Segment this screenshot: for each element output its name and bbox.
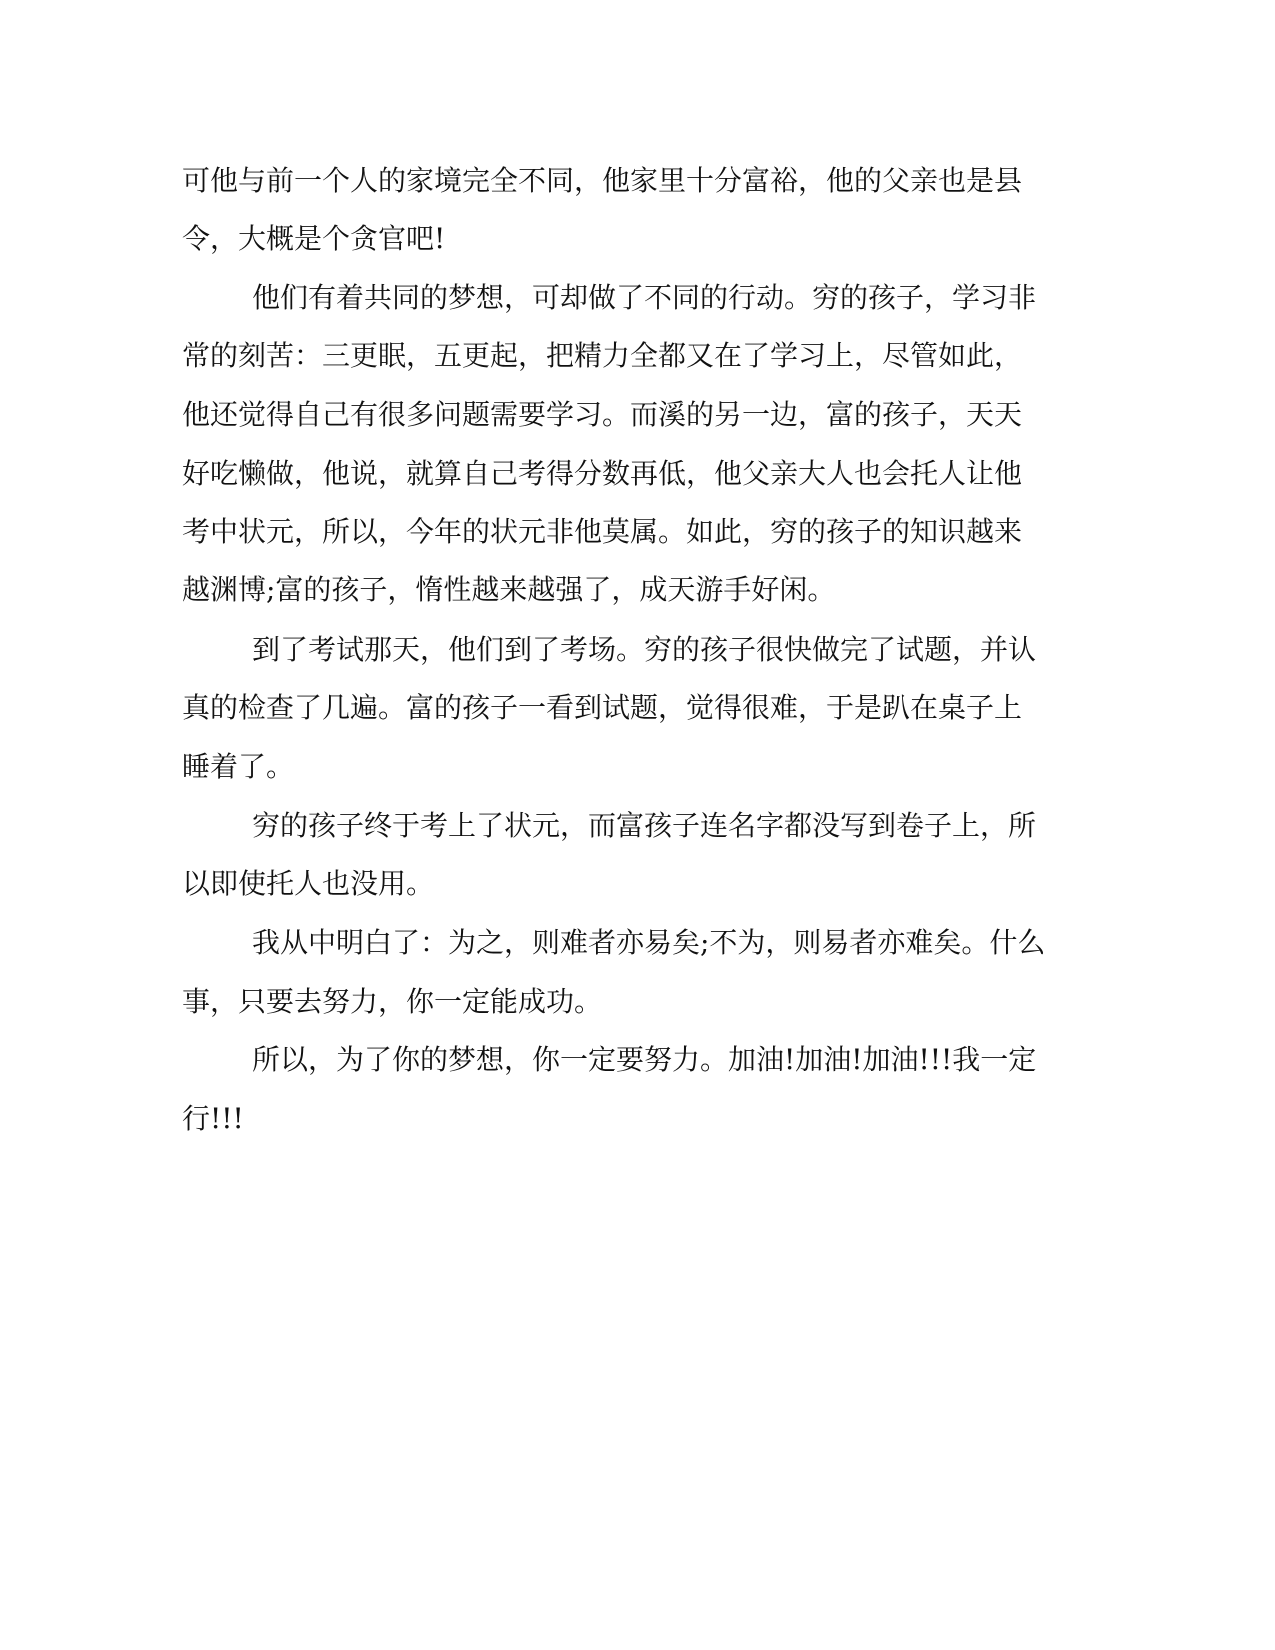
text-line: 常的刻苦：三更眠，五更起，把精力全都又在了学习上，尽管如此， <box>182 339 1023 372</box>
text-line: 事，只要去努力，你一定能成功。 <box>182 985 603 1018</box>
text-line: 真的检查了几遍。富的孩子一看到试题，觉得很难，于是趴在桌子上 <box>182 691 1023 724</box>
text-line: 令，大概是个贪官吧! <box>182 222 446 255</box>
text-line: 到了考试那天，他们到了考场。穷的孩子很快做完了试题，并认 <box>252 633 1037 666</box>
text-line: 穷的孩子终于考上了状元，而富孩子连名字都没写到卷子上，所 <box>252 809 1037 842</box>
text-line: 行!!! <box>182 1102 244 1135</box>
text-line: 我从中明白了：为之，则难者亦易矣;不为，则易者亦难矣。什么 <box>252 926 1046 959</box>
text-line: 所以，为了你的梦想，你一定要努力。加油!加油!加油!!!我一定 <box>252 1043 1037 1076</box>
text-line: 好吃懒做，他说，就算自己考得分数再低，他父亲大人也会托人让他 <box>182 457 1023 490</box>
text-line: 越渊博;富的孩子，惰性越来越强了，成天游手好闲。 <box>182 573 836 606</box>
text-line: 他还觉得自己有很多问题需要学习。而溪的另一边，富的孩子，天天 <box>182 398 1023 431</box>
text-line: 考中状元，所以，今年的状元非他莫属。如此，穷的孩子的知识越来 <box>182 515 1023 548</box>
text-line: 睡着了。 <box>182 750 295 783</box>
text-line: 可他与前一个人的家境完全不同，他家里十分富裕，他的父亲也是县 <box>182 164 1023 197</box>
text-line: 他们有着共同的梦想，可却做了不同的行动。穷的孩子，学习非 <box>252 281 1037 314</box>
text-line: 以即使托人也没用。 <box>182 867 435 900</box>
